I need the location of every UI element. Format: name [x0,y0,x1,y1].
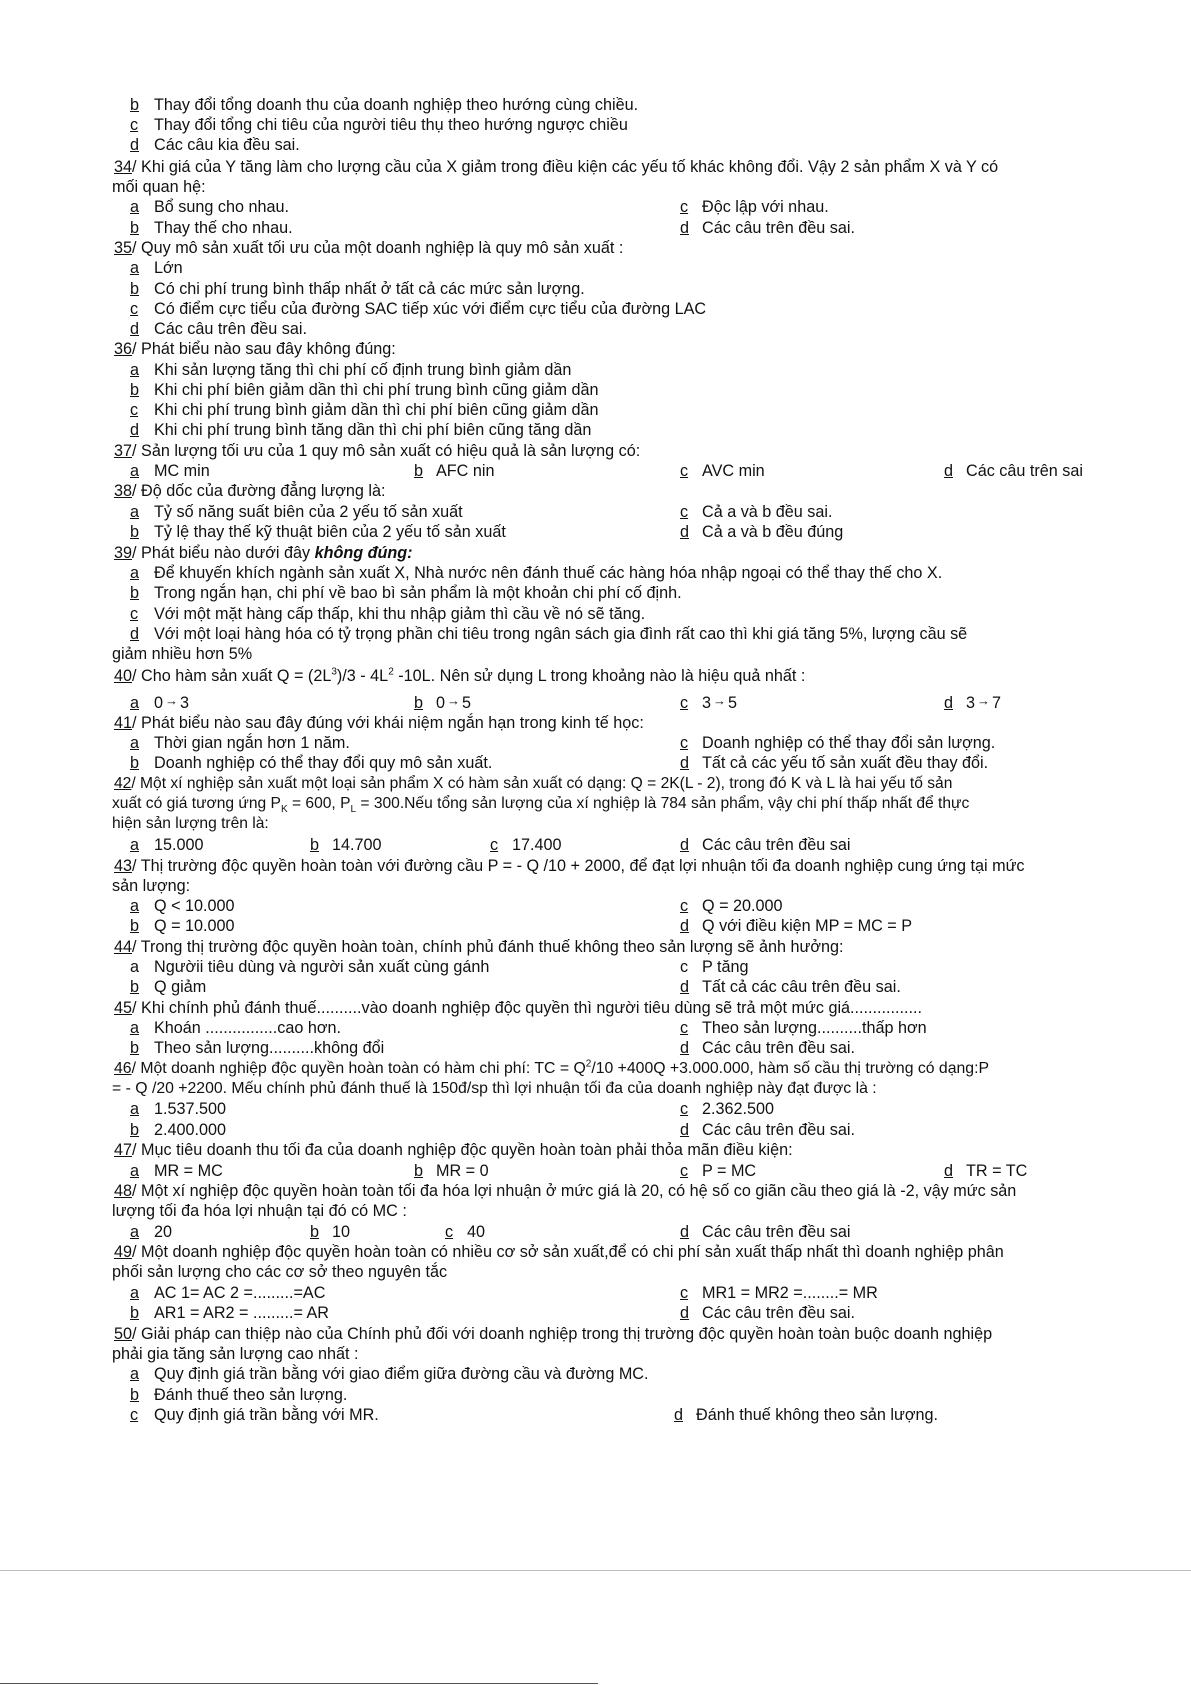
option-46-d: d Các câu trên đều sai. [680,1121,855,1139]
option-45-d: d Các câu trên đều sai. [680,1039,855,1057]
option-37-d: d Các câu trên sai [944,462,1083,480]
option-47-b: b MR = 0 [414,1162,489,1180]
option-33-c: c Thay đổi tổng chi tiêu của người tiêu thụ theo hướng ngược chiều [130,116,628,134]
option-49-d: d Các câu trên đều sai. [680,1304,855,1322]
option-36-d: d Khi chi phí trung bình tăng dần thì chi phí biên cũng tăng dần [130,421,592,439]
option-43-b: b Q = 10.000 [130,917,235,935]
option-46-c: c 2.362.500 [680,1100,775,1118]
option-43-d: d Q với điều kiện MP = MC = P [680,917,913,935]
option-39-b: b Trong ngắn hạn, chi phí về bao bì sản phẩm là một khoản chi phí cố định. [130,584,682,602]
question-41: 41/ Phát biểu nào sau đây đúng với khái niệm ngắn hạn trong kinh tế học: [114,714,644,732]
question-43: 43/ Thị trường độc quyền hoàn toàn với đường cầu P = - Q /10 + 2000, để đạt lợi nhuận tối đa doanh nghiệp cung ứng tại mức [114,857,1025,875]
option-48-b: b 10 [310,1223,351,1241]
question-44: 44/ Trong thị trường độc quyền hoàn toàn, chính phủ đánh thuế không theo sản lượng sẽ ảnh hưởng: [114,938,844,956]
option-37-c: c AVC min [680,462,765,480]
option-50-c: c Quy định giá trần bằng với MR. [130,1406,379,1424]
option-42-b: b 14.700 [310,836,382,854]
option-41-c: c Doanh nghiệp có thể thay đổi sản lượng. [680,734,996,752]
footer-rule [0,1683,598,1684]
option-39-a: a Để khuyến khích ngành sản xuất X, Nhà nước nên đánh thuế các hàng hóa nhập ngoại có thể thay thế cho X. [130,564,943,582]
option-41-d: d Tất cả các yếu tố sản xuất đều thay đổi. [680,754,989,772]
option-41-a: a Thời gian ngắn hơn 1 năm. [130,734,350,752]
option-49-b: b AR1 = AR2 = .........= AR [130,1304,330,1322]
option-35-c: c Có điểm cực tiểu của đường SAC tiếp xúc với điểm cực tiểu của đường LAC [130,300,707,318]
question-37: 37/ Sản lượng tối ưu của 1 quy mô sản xuất có hiệu quả là sản lượng có: [114,442,641,460]
option-38-a: a Tỷ số năng suất biên của 2 yếu tố sản xuất [130,503,463,521]
question-46-cont: = - Q /20 +2200. Mếu chính phủ đánh thuế là 150đ/sp thì lợi nhuận tối đa của doanh nghiệp này đạt được là : [112,1080,877,1097]
question-49: 49/ Một doanh nghiệp độc quyền hoàn toàn có nhiều cơ sở sản xuất,để có chi phí sản xuất thấp nhất thì doanh nghiệp phân [114,1243,1004,1261]
question-39: 39/ Phát biểu nào dưới đây không đúng: [114,544,413,562]
option-45-a: a Khoán ................cao hơn. [130,1019,341,1037]
question-38: 38/ Độ dốc của đường đẳng lượng là: [114,482,386,500]
option-33-b: b Thay đổi tổng doanh thu của doanh nghiệp theo hướng cùng chiều. [130,96,639,114]
option-46-b: b 2.400.000 [130,1121,227,1139]
question-50-cont: phải gia tăng sản lượng cao nhất : [112,1345,359,1363]
question-45: 45/ Khi chính phủ đánh thuế..........vào doanh nghiệp độc quyền thì người tiêu dùng sẽ trả một mức giá................ [114,999,922,1017]
option-40-a: a 0 → 3 [130,693,190,712]
option-45-c: c Theo sản lượng..........thấp hơn [680,1019,927,1037]
question-36: 36/ Phát biểu nào sau đây không đúng: [114,340,396,358]
option-50-d: d Đánh thuế không theo sản lượng. [674,1406,938,1424]
option-47-a: a MR = MC [130,1162,223,1180]
option-42-c: c 17.400 [490,836,562,854]
option-34-b: b Thay thế cho nhau. [130,219,293,237]
option-37-b: b AFC nin [414,462,495,480]
option-38-d: d Cả a và b đều đúng [680,523,844,541]
option-42-d: d Các câu trên đều sai [680,836,851,854]
option-36-c: c Khi chi phí trung bình giảm dần thì chi phí biên cũng giảm dần [130,401,599,419]
page-divider [0,1570,1191,1571]
option-48-d: d Các câu trên đều sai [680,1223,851,1241]
option-34-c: c Độc lập với nhau. [680,198,829,216]
question-49-cont: phối sản lượng cho các cơ sở theo nguyên tắc [112,1263,448,1281]
option-50-a: a Quy định giá trần bằng với giao điểm giữa đường cầu và đường MC. [130,1365,649,1383]
option-49-a: a AC 1= AC 2 =.........=AC [130,1284,326,1302]
option-39-d: d Với một loại hàng hóa có tỷ trọng phần chi tiêu trong ngân sách gia đình rất cao thì khi giá tăng 5%, lượng cầu sẽ [130,625,968,643]
option-36-a: a Khi sản lượng tăng thì chi phí cố định trung bình giảm dần [130,361,572,379]
option-43-a: a Q < 10.000 [130,897,235,915]
question-34: 34/ Khi giá của Y tăng làm cho lượng cầu của X giảm trong điều kiện các yếu tố khác không đổi. Vậy 2 sản phẩm X và Y có [114,158,999,176]
question-46: 46/ Một doanh nghiệp độc quyền hoàn toàn có hàm chi phí: TC = $Q^2/10 +400Q +3.000.000$, hàm số cầu thị trường có dạng:P [114,1058,990,1077]
option-44-b: b Q giảm [130,978,207,996]
option-44-d: d Tất cả các câu trên đều sai. [680,978,901,996]
option-48-a: a 20 [130,1223,173,1241]
option-36-b: b Khi chi phí biên giảm dần thì chi phí trung bình cũng giảm dần [130,381,599,399]
option-43-c: c Q = 20.000 [680,897,783,915]
option-39-c: c Với một mặt hàng cấp thấp, khi thu nhập giảm thì cầu về nó sẽ tăng. [130,605,646,623]
option-42-a: a 15.000 [130,836,204,854]
question-42: 42/ Một xí nghiệp sản xuất một loại sản phẩm X có hàm sản xuất có dạng: Q = 2K(L - 2), trong đó K và L là hai yếu tố sản [114,775,953,792]
option-40-d: d 3 → 7 [944,693,1002,712]
option-45-b: b Theo sản lượng..........không đổi [130,1039,385,1057]
option-34-a: a Bổ sung cho nhau. [130,198,290,216]
question-42-cont: xuất có giá tương ứng $P_K = 600$, $P_L$ = 300.Nếu tổng sản lượng của xí nghiệp là 784 sản phẩm, vậy chi phí thấp nhất để thực [112,795,970,816]
question-48: 48/ Một xí nghiệp độc quyền hoàn toàn tối đa hóa lợi nhuận ở mức giá là 20, có hệ số co giãn cầu theo giá là -2, vậy mức sản [114,1182,1017,1200]
option-48-c: c 40 [445,1223,486,1241]
option-39-d-cont: giảm nhiều hơn 5% [112,645,253,663]
option-35-d: d Các câu trên đều sai. [130,320,307,338]
option-38-b: b Tỷ lệ thay thế kỹ thuật biên của 2 yếu tố sản xuất [130,523,506,541]
option-46-a: a 1.537.500 [130,1100,227,1118]
option-47-c: c P = MC [680,1162,757,1180]
question-43-cont: sản lượng: [112,877,191,895]
question-42-cont2: hiện sản lượng trên là: [112,815,269,832]
option-33-d: d Các câu kia đều sai. [130,136,300,154]
option-44-c: c P tăng [680,958,749,976]
option-47-d: d TR = TC [944,1162,1028,1180]
option-49-c: c MR1 = MR2 =........= MR [680,1284,878,1302]
option-40-b: b 0 → 5 [414,693,472,712]
question-34-cont: mối quan hệ: [112,178,206,196]
option-41-b: b Doanh nghiệp có thể thay đổi quy mô sản xuất. [130,754,493,772]
question-48-cont: lượng tối đa hóa lợi nhuận tại đó có MC : [112,1202,407,1220]
option-35-b: b Có chi phí trung bình thấp nhất ở tất cả các mức sản lượng. [130,280,585,298]
question-47: 47/ Mục tiêu doanh thu tối đa của doanh nghiệp độc quyền hoàn toàn phải thỏa mãn điều kiện: [114,1141,793,1159]
option-35-a: a Lớn [130,259,183,277]
question-50: 50/ Giải pháp can thiệp nào của Chính phủ đối với doanh nghiệp trong thị trường độc quyền hoàn toàn buộc doanh nghiệp [114,1325,993,1343]
option-34-d: d Các câu trên đều sai. [680,219,855,237]
question-35: 35/ Quy mô sản xuất tối ưu của một doanh nghiệp là quy mô sản xuất : [114,239,624,257]
option-50-b: b Đánh thuế theo sản lượng. [130,1386,348,1404]
option-44-a: a Ngườii tiêu dùng và người sản xuất cùng gánh [130,958,490,976]
option-37-a: a MC min [130,462,210,480]
question-40: 40/ Cho hàm sản xuất $Q = (2L^3)/3 - 4L^2$ -10L. Nên sử dụng L trong khoảng nào là hiệu quả nhất : [114,666,806,685]
option-40-c: c 3 → 5 [680,693,738,712]
option-38-c: c Cả a và b đều sai. [680,503,833,521]
